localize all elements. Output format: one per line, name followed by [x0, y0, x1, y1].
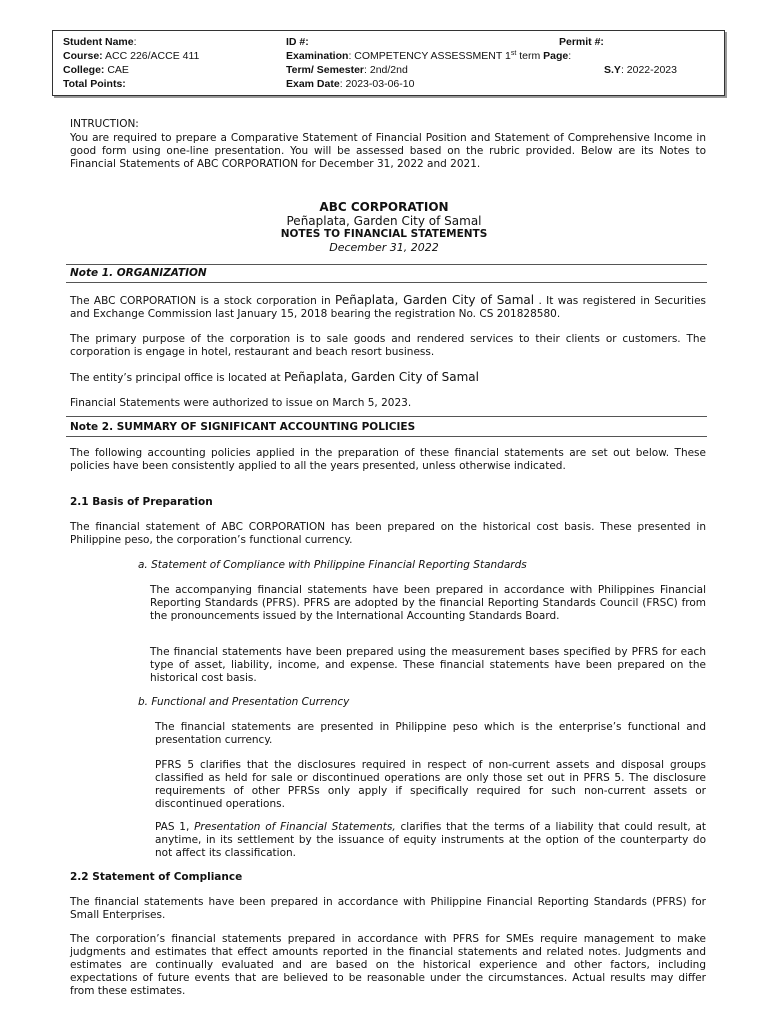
note1-paragraph-registration [70, 294, 706, 321]
college-value: CAE [107, 64, 129, 76]
student-name-field [63, 35, 137, 49]
note1-p3-start: The entity’s principal office is located at [70, 372, 284, 384]
divider [66, 264, 707, 265]
school-year-field [604, 63, 677, 77]
subsection-b-paragraph-1: The financial statements are presented in Philippine peso which is the enterprise’s functional and presentation currency. [155, 721, 706, 746]
school-year-value: : 2022-2023 [620, 64, 677, 76]
student-name-colon: : [133, 36, 137, 48]
divider [66, 416, 707, 417]
total-points-label: Total Points: [63, 78, 126, 90]
document-title: NOTES TO FINANCIAL STATEMENTS [280, 228, 488, 240]
subsection-a-title: a. Statement of Compliance with Philippine Financial Reporting Standards [138, 559, 527, 571]
course-value: ACC 226/ACCE 411 [105, 50, 200, 62]
exam-date-label: Exam Date [286, 78, 340, 90]
term-label: Term/ Semester [286, 64, 365, 76]
school-year-label: S.Y [604, 64, 621, 76]
section-2-1-text: The financial statement of ABC CORPORATION has been prepared on the historical cost basis. These presented in Philippine peso, the corporation’s functional currency. [70, 521, 706, 546]
note1-p1-start: The ABC CORPORATION is a stock corporation in [70, 295, 336, 307]
section-2-2-paragraph-2: The corporation’s financial statements prepared in accordance with PFRS for SMEs require management to make judgments and estimates that effect amounts reported in the financial statements and related notes. Judgments and estimates are continually evaluated and are based on the historical experience and other factors, including expectations of future events that are believed to be reasonable under the circumstances. Actual results may differ from these estimates. [70, 933, 706, 997]
section-2-2-paragraph-1: The financial statements have been prepared in accordance with Philippine Financial Reporting Standards (PFRS) for Small Enterprises. [70, 896, 706, 921]
college-field [63, 63, 129, 77]
page-colon: : [568, 50, 572, 62]
note1-title: Note 1. ORGANIZATION [70, 267, 207, 279]
note1-p3-place: Peñaplata, Garden City of Samal [283, 370, 479, 384]
section-2-1-title: 2.1 Basis of Preparation [70, 496, 213, 508]
pas1-end: clarifies that the terms of a liability that could result, at anytime, in its settlement by the issuance of equity instruments at the option of the counterparty do not affect its classification. [155, 821, 706, 859]
section-2-2-title: 2.2 Statement of Compliance [70, 871, 243, 883]
subsection-b-paragraph-3 [155, 821, 706, 860]
document-date: December 31, 2022 [329, 241, 439, 254]
note1-paragraph-purpose: The primary purpose of the corporation is to sale goods and rendered services to their clients or customers. The corporation is engage in hotel, restaurant and beach resort business. [70, 333, 706, 358]
pas1-start: PAS 1, [155, 821, 195, 833]
examination-value: : COMPETENCY ASSESSMENT 1 [348, 50, 511, 62]
note1-paragraph-authorization: Financial Statements were authorized to issue on March 5, 2023. [70, 397, 412, 409]
divider [66, 436, 707, 437]
term-value: : 2nd/2nd [364, 64, 408, 76]
exam-header-box [52, 30, 725, 96]
note2-intro: The following accounting policies applied in the preparation of these financial statements are set out below. These policies have been consistently applied to all the years presented, unless otherwise indicated. [70, 447, 706, 472]
student-name-label: Student Name [63, 36, 134, 48]
divider [66, 282, 707, 283]
college-label: College: [63, 64, 105, 76]
page-label: Page [543, 50, 569, 62]
subsection-b-paragraph-2: PFRS 5 clarifies that the disclosures required in respect of non-current assets and disposal groups classified as held for sale or discontinued operations are only those set out in PFRS 5. The disclosure requirements of other PFRSs only apply if specifically required for such non-current assets or discontinued operations. [155, 759, 706, 810]
subsection-a-paragraph-1: The accompanying financial statements have been prepared in accordance with Philippines Financial Reporting Standards (PFRS). PFRS are adopted by the financial Reporting Standards Council (FRSC) from the pronouncements issued by the International Accounting Standards Board. [150, 584, 706, 622]
examination-term: term [516, 50, 541, 62]
subsection-b-title: b. Functional and Presentation Currency [138, 696, 350, 708]
course-field [63, 49, 199, 63]
permit-label: Permit #: [559, 36, 604, 48]
pas1-title: Presentation of Financial Statements, [194, 821, 396, 833]
examination-label: Examination [286, 50, 349, 62]
note2-title: Note 2. SUMMARY OF SIGNIFICANT ACCOUNTING POLICIES [70, 421, 416, 433]
note1-p1-place: Peñaplata, Garden City of Samal [335, 293, 535, 307]
company-name: ABC CORPORATION [319, 200, 449, 214]
exam-date-value: : 2023-03-06-10 [339, 78, 415, 90]
note1-paragraph-office [70, 371, 706, 385]
instruction-text: You are required to prepare a Comparative Statement of Financial Position and Statement of Comprehensive Income in good form using one-line presentation. You will be assessed based on the rubric provided. Below are its Notes to Financial Statements of ABC CORPORATION for December 31, 2022 and 2021. [70, 132, 706, 170]
note1-p1-end: . It was registered in Securities and Exchange Commission last January 15, 2018 bearing the registration No. CS 201828580. [70, 295, 707, 320]
examination-superscript: st [510, 50, 517, 57]
instruction-label: INTRUCTION: [70, 118, 139, 130]
course-label: Course: [63, 50, 103, 62]
company-address: Peñaplata, Garden City of Samal [286, 214, 482, 228]
term-field [286, 63, 408, 77]
id-label: ID #: [286, 36, 309, 48]
subsection-a-paragraph-2: The financial statements have been prepared using the measurement bases specified by PFRS for each type of asset, liability, income, and expense. These financial statements have been prepared on the historical cost basis. [150, 646, 706, 684]
examination-field [286, 49, 571, 63]
exam-date-field [286, 77, 414, 91]
